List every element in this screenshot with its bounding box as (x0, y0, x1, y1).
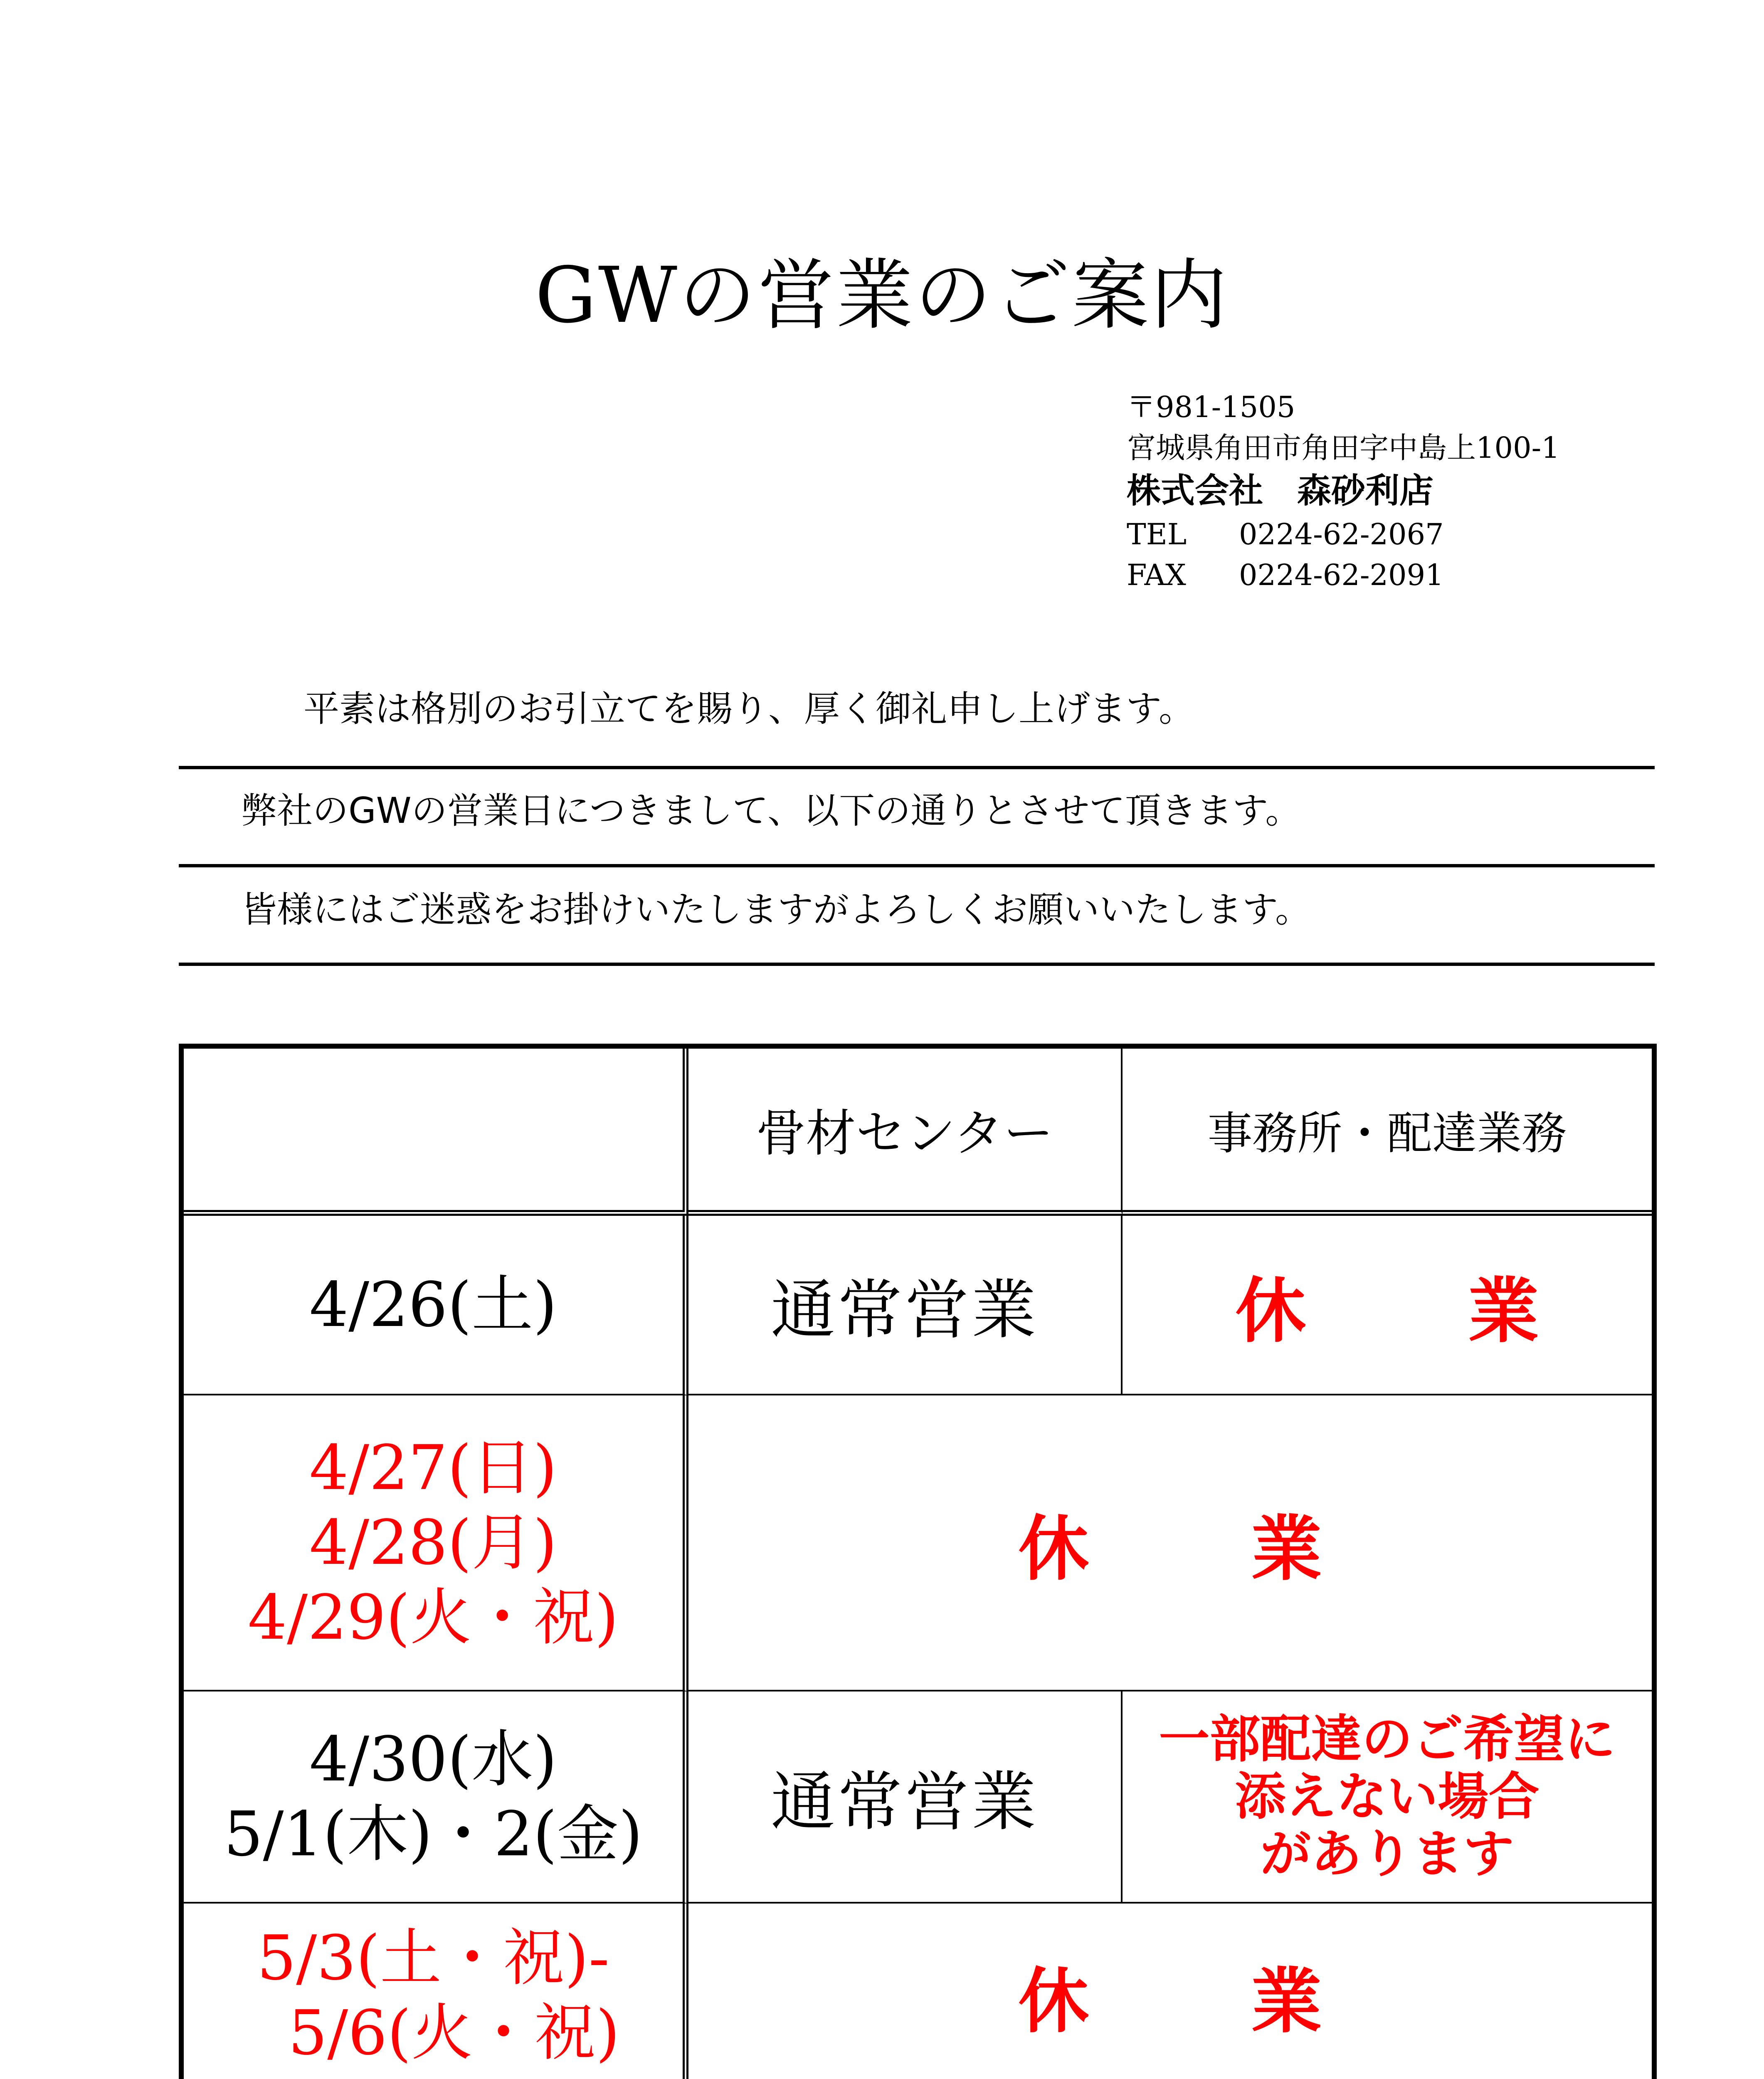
table-row (184, 1395, 1652, 1691)
divider (179, 864, 1655, 867)
date-label: 5/1(木)・2(金) (224, 1798, 643, 1870)
sender-block (1127, 387, 1560, 595)
greeting-line: 平素は格別のお引立てを賜り、厚く御礼申し上げます。 (303, 688, 1195, 730)
table-row (184, 1691, 1652, 1904)
page-title: GWの営業のご案内 (535, 250, 1229, 340)
company-name: 株式会社 森砂利店 (1127, 471, 1434, 511)
header-aggregate-center: 骨材センター (756, 1105, 1053, 1163)
table-row (184, 1904, 1652, 2079)
status-closed: 休 業 (1235, 1270, 1585, 1353)
apology-line: 皆様にはご迷惑をお掛けいたしますがよろしくお願いいたします。 (241, 889, 1311, 931)
fax-label: FAX (1127, 558, 1186, 592)
date-label: 5/3(土・祝)- (257, 1922, 609, 1994)
status-closed: 休 業 (1018, 1960, 1368, 2043)
tel-label: TEL (1127, 517, 1187, 551)
table-row (184, 1216, 1652, 1395)
date-label: 4/27(日) (309, 1432, 557, 1504)
date-label: 4/29(火・祝) (248, 1582, 619, 1653)
fax-number: 0224-62-2091 (1239, 558, 1444, 592)
status-closed: 休 業 (1018, 1508, 1368, 1590)
delivery-note: 一部配達のご希望に (1159, 1710, 1616, 1769)
header-office-delivery: 事務所・配達業務 (1207, 1107, 1567, 1160)
schedule-table (179, 1044, 1657, 2079)
delivery-note: があります (1260, 1825, 1514, 1884)
tel-line (1127, 514, 1560, 555)
notice-line: 弊社のGWの営業日につきまして、以下の通りとさせて頂きます。 (241, 790, 1301, 832)
divider (179, 766, 1655, 769)
status-normal: 通常営業 (771, 1272, 1039, 1348)
fax-line (1127, 555, 1560, 595)
table-header-row (184, 1049, 1652, 1216)
status-normal: 通常営業 (771, 1764, 1039, 1839)
date-label: 4/28(月) (309, 1507, 557, 1578)
tel-number: 0224-62-2067 (1239, 517, 1444, 551)
delivery-note: 添えない場合 (1235, 1767, 1539, 1826)
address: 宮城県角田市角田字中島上100-1 (1127, 431, 1560, 465)
divider (179, 963, 1655, 966)
header-blank-cell (184, 1049, 688, 1216)
date-label: 4/26(土) (309, 1269, 557, 1341)
date-label: 5/6(火・祝) (288, 1997, 620, 2069)
postal-code: 〒981-1505 (1127, 390, 1295, 424)
date-label: 4/30(水) (309, 1723, 557, 1795)
